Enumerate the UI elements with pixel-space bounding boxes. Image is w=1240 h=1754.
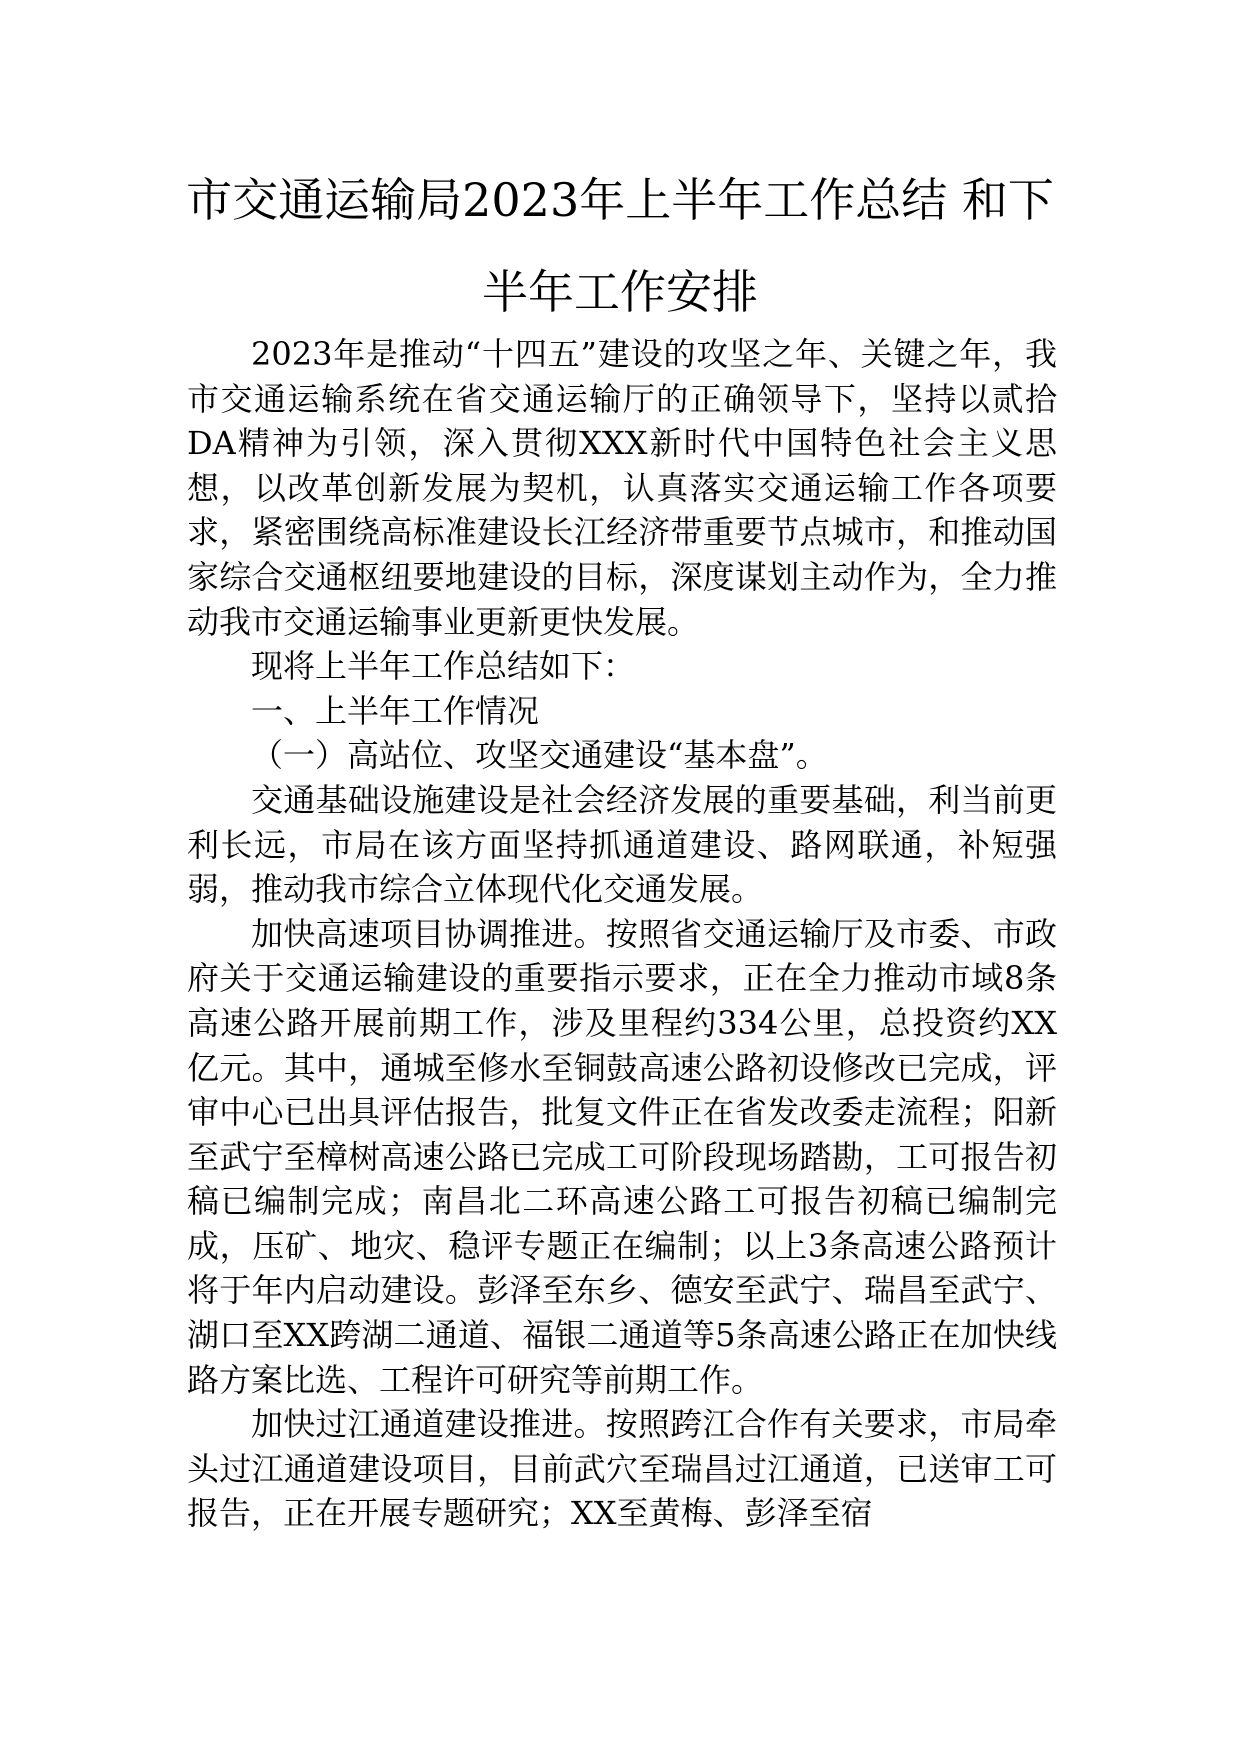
document-body (187, 332, 1057, 1536)
document-title-line-2: 半年工作安排 (482, 265, 758, 319)
paragraph-highway-projects: 加快高速项目协调推进。按照省交通运输厅及市委、市政府关于交通运输建设的重要指示要求，正在全力推动市域8条高速公路开展前期工作，涉及里程约334公里，总投资约XX亿元。其中，通城至修水至铜鼓高速公路初设修改已完成，评审中心已出具评估报告，批复文件正在省发改委走流程；阳新至武宁至樟树高速公路已完成工可阶段现场踏勘，工可报告初稿已编制完成；南昌北二环高速公路工可报告初稿已编制完成，压矿、地灾、稳评专题正在编制；以上3条高速公路预计将于年内启动建设。彭泽至东乡、德安至武宁、瑞昌至武宁、湖口至XX跨湖二通道、福银二通道等5条高速公路正在加快线路方案比选、工程许可研究等前期工作。 (187, 914, 1057, 1399)
document-title-line-1: 市交通运输局2023年上半年工作总结 和下 (186, 173, 1054, 227)
subsection-heading-1: （一）高站位、攻坚交通建设“基本盘”。 (251, 736, 828, 775)
paragraph-summary-lead: 现将上半年工作总结如下： (251, 647, 636, 686)
paragraph-river-crossing: 加快过江通道建设推进。按照跨江合作有关要求，市局牵头过江通道建设项目，目前武穴至瑞昌过江通道，已送审工可报告，正在开展专题研究；XX至黄梅、彭泽至宿 (187, 1405, 1057, 1533)
paragraph-infrastructure: 交通基础设施建设是社会经济发展的重要基础，利当前更利长远，市局在该方面坚持抓通道建设、路网联通，补短强弱，推动我市综合立体现代化交通发展。 (187, 780, 1057, 909)
section-heading-1: 一、上半年工作情况 (251, 691, 540, 730)
paragraph-intro: 2023年是推动“十四五”建设的攻坚之年、关键之年，我市交通运输系统在省交通运输厅的正确领导下，坚持以贰拾DA精神为引领，深入贯彻XXX新时代中国特色社会主义思想，以改革创新发展为契机，认真落实交通运输工作各项要求，紧密围绕高标准建设长江经济带重要节点城市，和推动国家综合交通枢纽要地建设的目标，深度谋划主动作为，全力推动我市交通运输事业更新更快发展。 (187, 335, 1057, 641)
